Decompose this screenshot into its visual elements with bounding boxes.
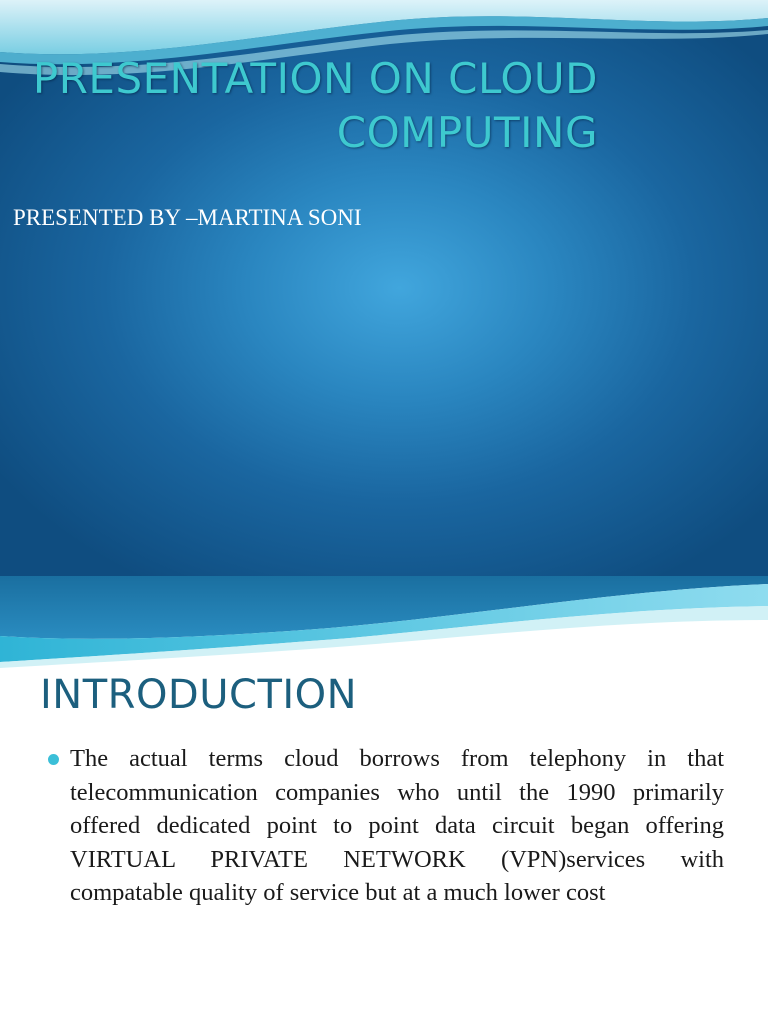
list-item bbox=[44, 742, 724, 910]
slide-title-text: PRESENTATION ON CLOUD COMPUTING bbox=[32, 54, 598, 157]
slide-heading: INTRODUCTION bbox=[40, 672, 358, 718]
bullet-text: The actual terms cloud borrows from telephony in that telecommunication companies who until the 1990 primarily offered dedicated point to point data circuit began offering VIRTUAL PRIVATE NETWORK (VPN)services with compatable quality of service but at a much lower cost bbox=[70, 745, 724, 906]
presenter-subtitle: PRESENTED BY –MARTINA SONI bbox=[13, 205, 362, 230]
slide-introduction bbox=[0, 576, 768, 1024]
bullet-icon bbox=[48, 754, 59, 765]
wave-decoration bbox=[0, 576, 768, 676]
bullet-list bbox=[44, 742, 724, 910]
